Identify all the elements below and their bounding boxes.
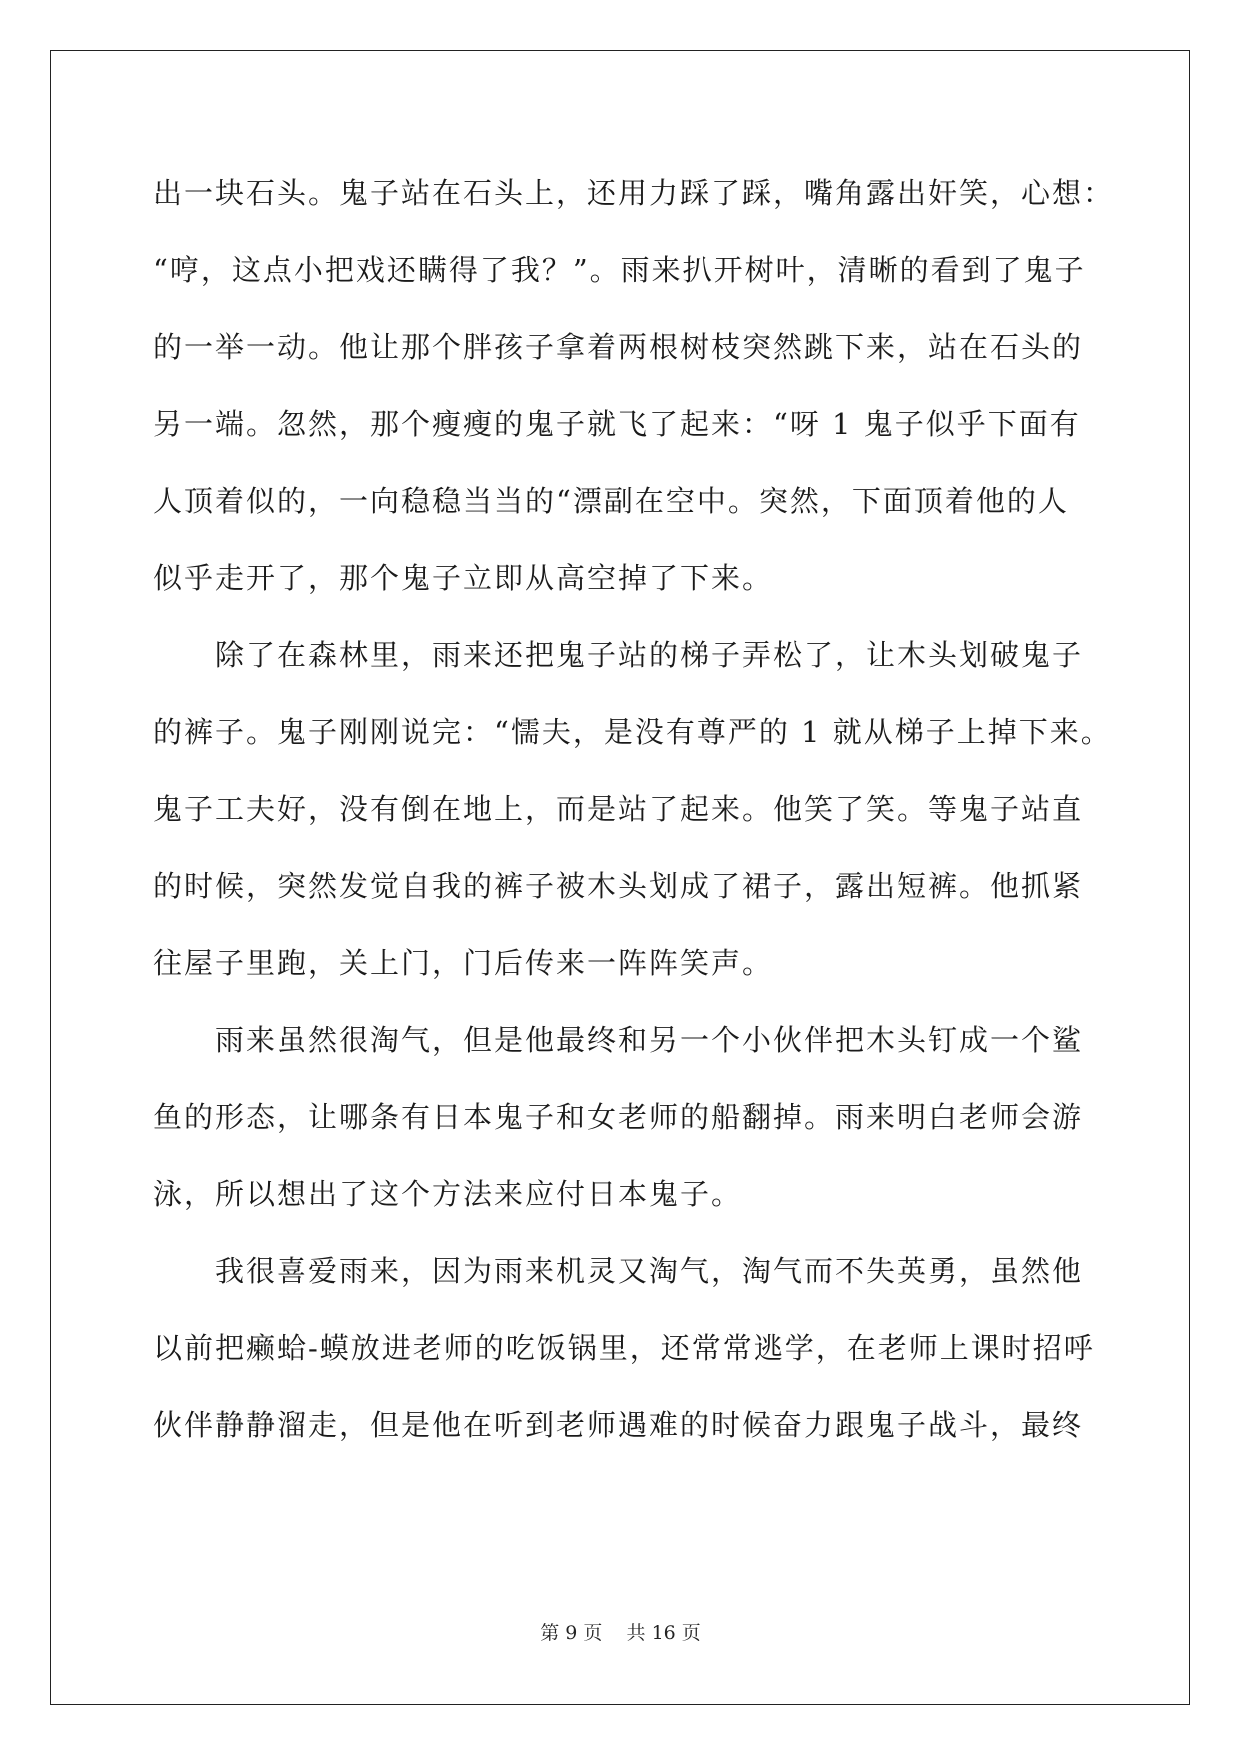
text-line: 泳，所以想出了这个方法来应付日本鬼子。: [153, 1177, 743, 1211]
text-line: 人顶着似的，一向稳稳当当的“漂副在空中。突然，下面顶着他的人: [153, 484, 1069, 518]
page-number-footer: 第 9 页 共 16 页: [540, 1622, 701, 1644]
paragraph-first-line: 我很喜爱雨来，因为雨来机灵又淘气，淘气而不失英勇，虽然他: [215, 1254, 1084, 1288]
text-line: 似乎走开了，那个鬼子立即从高空掉了下来。: [153, 561, 774, 595]
text-line: 的时候，突然发觉自我的裤子被木头划成了裙子，露出短裤。他抓紧: [153, 869, 1084, 903]
text-line: 伙伴静静溜走，但是他在听到老师遇难的时候奋力跟鬼子战斗，最终: [153, 1408, 1084, 1442]
paragraph-first-line: 雨来虽然很淘气，但是他最终和另一个小伙伴把木头钉成一个鲨: [215, 1023, 1084, 1057]
text-line: 以前把癞蛤-蟆放进老师的吃饭锅里，还常常逃学，在老师上课时招呼: [153, 1331, 1095, 1365]
document-body: [153, 155, 1115, 1464]
paragraph-first-line: 除了在森林里，雨来还把鬼子站的梯子弄松了，让木头划破鬼子: [215, 638, 1084, 672]
text-line: 鱼的形态，让哪条有日本鬼子和女老师的船翻掉。雨来明白老师会游: [153, 1100, 1084, 1134]
text-line: “哼，这点小把戏还瞒得了我？”。雨来扒开树叶，清晰的看到了鬼子: [153, 253, 1086, 287]
text-line: 出一块石头。鬼子站在石头上，还用力踩了踩，嘴角露出奸笑，心想：: [153, 176, 1115, 210]
text-line: 往屋子里跑，关上门，门后传来一阵阵笑声。: [153, 946, 774, 980]
text-line: 鬼子工夫好，没有倒在地上，而是站了起来。他笑了笑。等鬼子站直: [153, 792, 1084, 826]
text-line: 另一端。忽然，那个瘦瘦的鬼子就飞了起来：“呀 1 鬼子似乎下面有: [153, 407, 1081, 441]
text-line: 的裤子。鬼子刚刚说完：“懦夫，是没有尊严的 1 就从梯子上掉下来。: [153, 715, 1112, 749]
text-line: 的一举一动。他让那个胖孩子拿着两根树枝突然跳下来，站在石头的: [153, 330, 1084, 364]
